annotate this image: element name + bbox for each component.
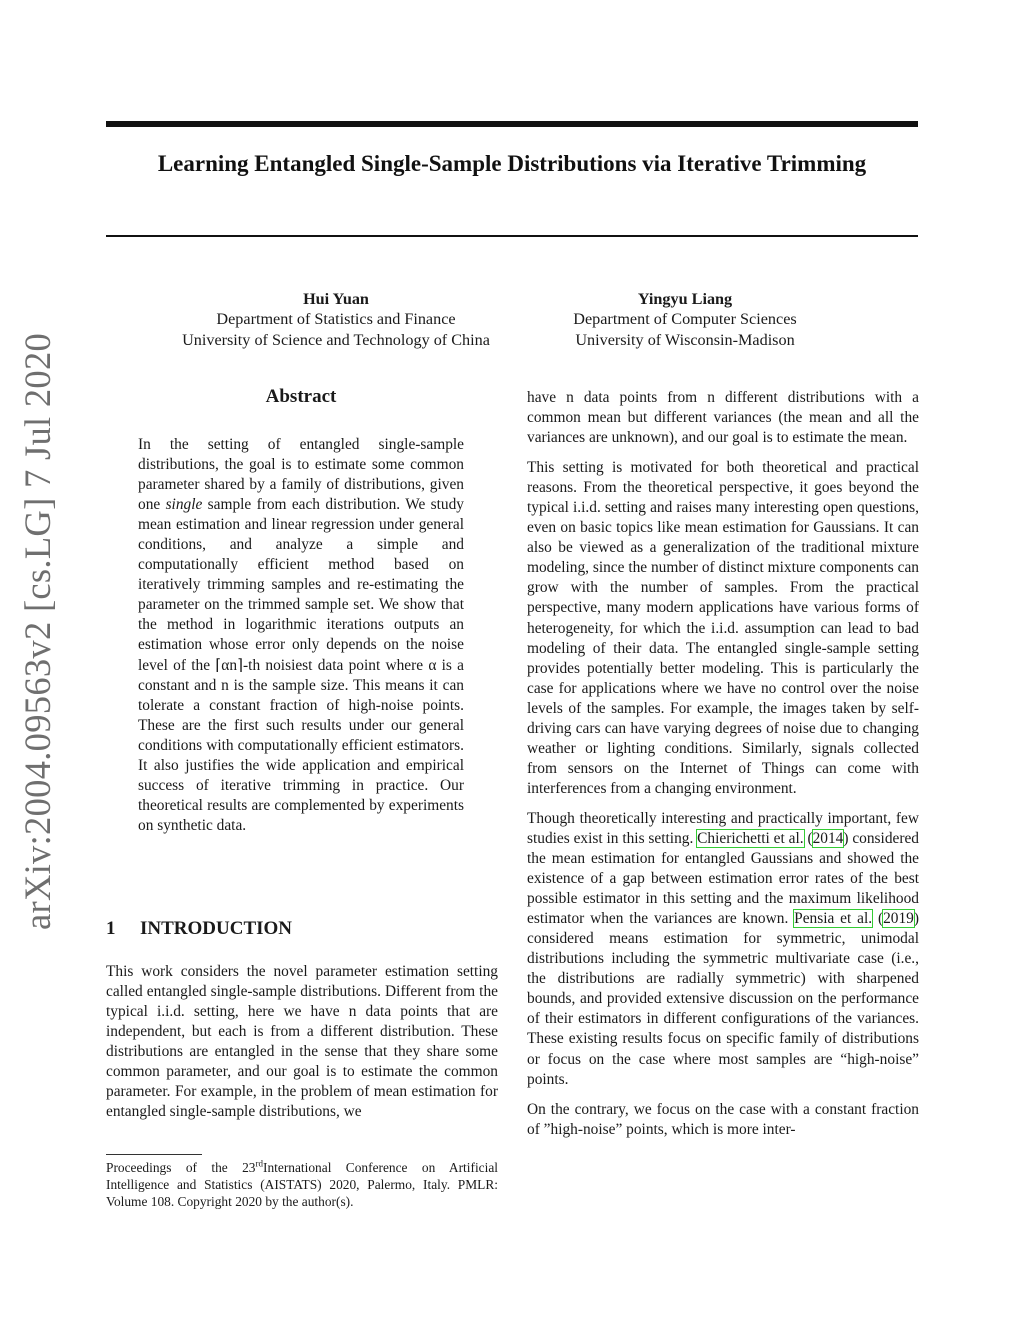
- footnote-text: International Conference on Artificial Intelligence and Statistics (AISTATS) 2020, Palermo, Italy. PMLR: Volume 108. Copyright 2020 by the author(s).: [106, 1160, 498, 1209]
- paragraph-text: Though theoretically interesting and practically important, few studies exist in this setting.: [527, 809, 919, 847]
- abstract-emphasis: single: [165, 496, 203, 514]
- footnote-rule: [106, 1154, 202, 1155]
- citation-year-link-2019[interactable]: 2019: [883, 910, 914, 928]
- paragraph-text: ) considered means estimation for symmetric, unimodal distributions including the symmetric multivariate case (i.e., the distributions are radially symmetric) with sharpened bounds, and provided extensive discussion on the performance of their estimators in different configurations of the variances. These existing results focus on specific family of distributions or focus on the case where most samples are “high-noise” points.: [527, 910, 919, 1088]
- author-affiliation: University of Science and Technology of China: [182, 330, 490, 349]
- abstract-body: [138, 435, 464, 836]
- paragraph-text: (: [872, 910, 884, 928]
- paragraph: This setting is motivated for both theoretical and practical reasons. From the theoretical perspective, it goes beyond the typical i.i.d. setting and raises many interesting open questions, even on basic topics like mean estimation for Gaussians. It can also be viewed as a generalization of the traditional mixture modeling, since the number of distinct mixture components can grow with the number of samples. From the practical perspective, many modern applications have various forms of heterogeneity, for which the i.i.d. assumption can lead to bad modeling of their data. The entangled single-sample setting provides potentially better modeling. This is particularly the case for applications where we have no control over the noise levels of the samples. For example, the images taken by self-driving cars can have varying degrees of noise due to changing weather or lighting conditions. Similarly, signals collected from sensors on the Internet of Things can come with interferences from a changing environment.: [527, 459, 919, 797]
- author-name: Yingyu Liang: [637, 290, 733, 308]
- paragraph-text: ) considered the mean estimation for entangled Gaussians and showed the existence of a gap between estimation error rates of the best possible estimator in this setting and the maximum likelihood estimator when the variances are known.: [527, 829, 919, 928]
- author-department: Department of Statistics and Finance: [216, 310, 456, 329]
- right-column: [527, 388, 919, 1150]
- citation-link-pensia[interactable]: Pensia et al.: [794, 910, 873, 928]
- paragraph-text: (: [803, 829, 813, 847]
- abstract-text: In the setting of entangled single-sample distributions, the goal is to estimate some common parameter shared by a family of distributions, given one: [138, 436, 464, 514]
- author-department: Department of Computer Sciences: [573, 310, 797, 329]
- title-bottom-rule: [106, 235, 918, 237]
- paper-title: Learning Entangled Single-Sample Distributions via Iterative Trimming: [157, 151, 867, 176]
- author-block-2: [540, 289, 830, 350]
- abstract-text: sample from each distribution. We study mean estimation and linear regression under general conditions, and analyze a simple and computationally efficient method based on iteratively trimming samples and re-estimating the parameter on the trimmed sample set. We show that the method in logarithmic iterations outputs an estimation whose error only depends on the noise level of the ⌈αn⌉-th noisiest data point where α is a constant and n is the sample size. This means it can tolerate a constant fraction of high-noise points. These are the first such results under our general conditions with computationally efficient estimators. It also justifies the wide application and empirical success of iterative trimming in practice. Our theoretical results are complemented by experiments on synthetic data.: [138, 496, 464, 834]
- author-affiliation: University of Wisconsin-Madison: [575, 330, 795, 349]
- section-title: INTRODUCTION: [140, 918, 293, 939]
- intro-paragraph: This work considers the novel parameter estimation setting called entangled single-sample distributions. Different from the typical i.i.d. setting, here we have n data points that are independent, but each is from a different distribution. These distributions are entangled in the sense that they share some common parameter, and our goal is to estimate the common parameter. For example, in the problem of mean estimation for entangled single-sample distributions, we: [106, 963, 498, 1121]
- title-top-rule: [106, 121, 918, 127]
- footnote-superscript: rd: [255, 1158, 263, 1169]
- arxiv-stamp: arXiv:2004.09563v2 [cs.LG] 7 Jul 2020: [17, 332, 58, 930]
- section-number: 1: [106, 918, 116, 939]
- footnote-text: Proceedings of the 23: [106, 1160, 256, 1175]
- paragraph: On the contrary, we focus on the case with a constant fraction of ”high-noise” points, which is more inter-: [527, 1100, 919, 1138]
- paragraph: [527, 809, 919, 1090]
- paragraph: have n data points from n different distributions with a common mean but different variances (the mean and all the variances are unknown), and our goal is to estimate the mean.: [527, 389, 919, 447]
- footnote: [106, 1159, 498, 1210]
- citation-link-chierichetti[interactable]: Chierichetti et al.: [697, 829, 804, 847]
- section-heading: [106, 918, 498, 940]
- author-name: Hui Yuan: [303, 290, 369, 308]
- citation-year-link-2014[interactable]: 2014: [812, 829, 844, 847]
- author-block-1: [150, 289, 522, 350]
- abstract-heading: Abstract: [265, 386, 337, 407]
